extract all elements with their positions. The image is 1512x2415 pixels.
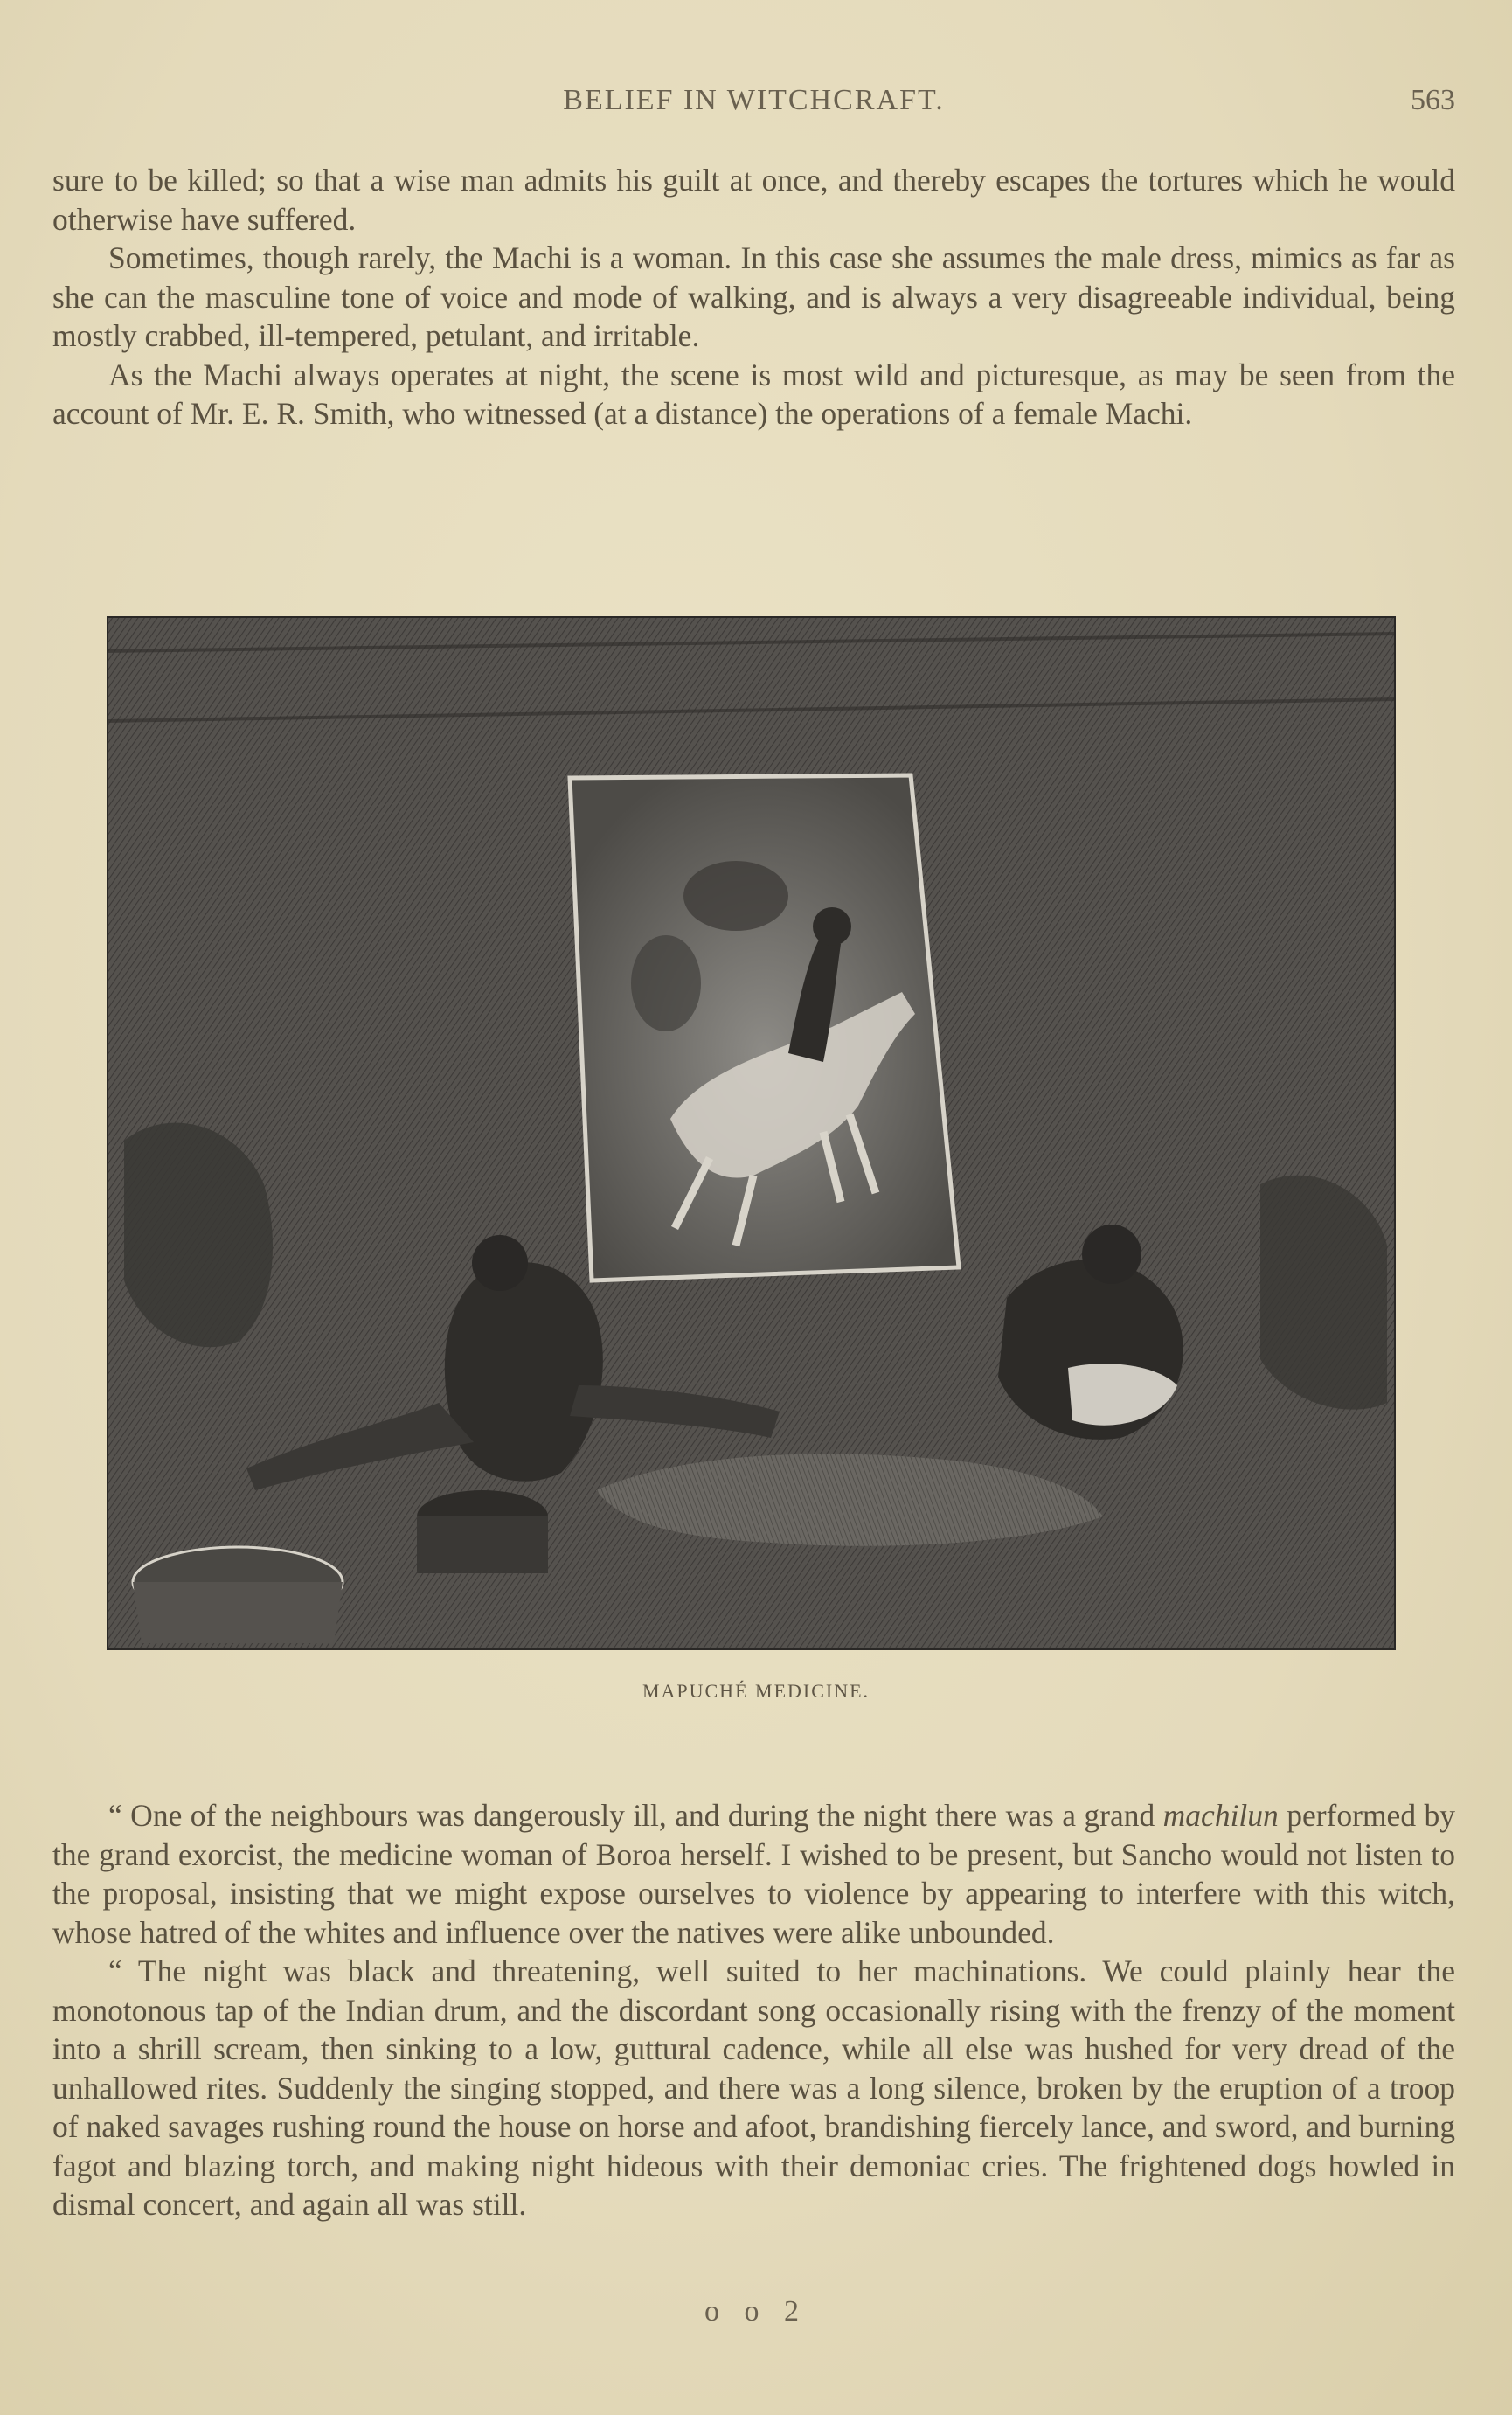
quote1-italic-term: machilun (1162, 1798, 1279, 1833)
pot (133, 1547, 343, 1643)
paragraph-continuation: sure to be killed; so that a wise man admits his guilt at once, and thereby escapes the tortures which he would otherwise have suffered. (52, 163, 1455, 237)
top-text-block (52, 161, 1455, 434)
quote1-rest: performed by the grand exorcist, the medicine woman of Boroa herself. I wished to be present, but Sancho would not listen to the proposal, insisting that we might expose ourselves to violence by appearing to interfere with this witch, whose hatred of the whites and influence over the natives were alike unbounded. (52, 1798, 1455, 1950)
engraving-illustration (107, 616, 1396, 1650)
figure-caption: MAPUCHÉ MEDICINE. (642, 1680, 870, 1702)
page-number: 563 (1411, 84, 1455, 116)
quote1-open: “ One of the neighbours was dangerously ill, and during the night there was a grand (108, 1798, 1163, 1833)
quote-paragraph-2: “ The night was black and threatening, well suited to her machinations. We could plainly hear the monotonous tap of the Indian drum, and the discordant song occasionally rising with the frenzy of the moment into a shrill scream, then sinking to a low, guttural cadence, while all else was hushed for very dread of the unhallowed rites. Suddenly the singing stopped, and there was a long silence, broken by the eruption of a troop of naked savages rushing round the house on horse and afoot, brandishing fiercely lance, and sword, and burning fagot and blazing torch, and making night hideous with their demoniac cries. The frightened dogs howled in dismal concert, and again all was still. (52, 1954, 1455, 2222)
quote-text-block (52, 1796, 1455, 2224)
page-header (52, 84, 1455, 128)
signature-mark: o o 2 (704, 2295, 808, 2328)
quote-paragraph-1 (52, 1796, 1455, 1952)
paragraph-night-operations: As the Machi always operates at night, the scene is most wild and picturesque, as may be seen from the account of Mr. E. R. Smith, who witnessed (at a distance) the operations of a female Machi. (52, 357, 1455, 431)
running-head: BELIEF IN WITCHCRAFT. (563, 84, 945, 116)
drum (417, 1490, 548, 1573)
paragraph-machi-woman: Sometimes, though rarely, the Machi is a woman. In this case she assumes the male dress, mimics as far as she can the masculine tone of voice and mode of walking, and is always a very disagreeable individual, being mostly crabbed, ill-tempered, petulant, and irritable. (52, 240, 1455, 353)
